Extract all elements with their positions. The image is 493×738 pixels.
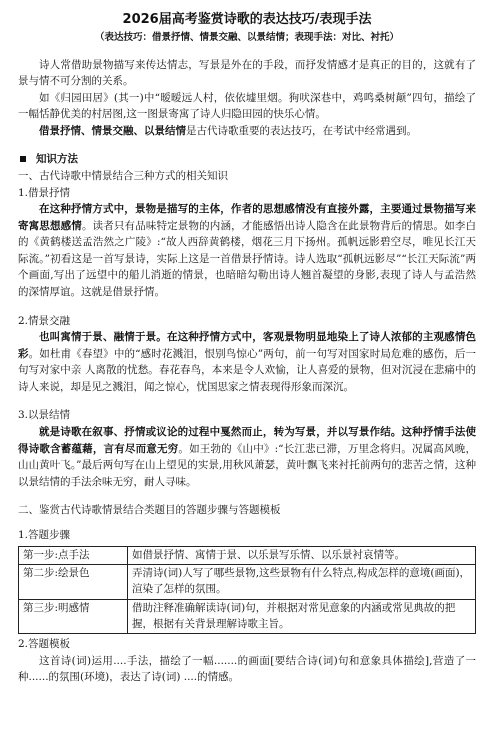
table-row <box>19 599 476 634</box>
section-3-title: 3.以景结情 <box>18 409 71 422</box>
section-2-bold: 也叫寓情于景、融情于景。在这种抒情方式中，客观景物明显地染上了诗人浓郁的主观感情色彩 <box>18 331 476 360</box>
step-desc-cell: 弄清诗(词)人写了哪些景物,这些景物有什么特点,构成怎样的意境(画面)，渲染了怎样的氛围。 <box>128 565 476 600</box>
section-1-body <box>18 201 476 300</box>
section-2-title: 2.情景交融 <box>18 314 71 327</box>
section-2-body <box>18 329 476 395</box>
section-3-body <box>18 424 476 490</box>
template-title: 2.答题模板 <box>18 638 71 651</box>
section-1-title: 1.借景抒情 <box>18 186 71 199</box>
table-row <box>19 546 476 565</box>
section-1-rest: 。读者只有品味特定景物的内涵，才能感悟出诗人隐含在此景物背后的情思。如李白的《黄鹤楼送孟浩然之广陵》:“故人西辞黄鹤楼，烟花三月下扬州。孤帆远影碧空尽，唯见长江天际流。”初看这是一首写景诗，实际上这是一首借景抒情诗。诗人选取“孤帆远影尽”“长江天际流”两个画面,写出了远望中的船儿消逝的情景，也暗暗勾勒出诗人翘首凝望的身影,表现了诗人与孟浩然的深情厚谊。这就是借景抒情。 <box>18 219 477 299</box>
page-subtitle: （表达技巧：借景抒情、情景交融、以景结情；表现手法：对比、衬托） <box>94 31 399 43</box>
step-desc-cell: 如借景抒情、寓情于景、以乐景写乐情、以乐景衬哀情等。 <box>128 546 476 565</box>
document-page <box>18 10 476 686</box>
template-text: 这首诗(词)运用....手法，描绘了一幅.......的画面[要结合诗(词)句和意象具体描绘],营造了一种......的氛围(环境)，表达了诗(词) ....的情感。 <box>18 654 476 684</box>
steps-table <box>18 546 476 635</box>
part-one-title: 一、古代诗歌中情景结合三种方式的相关知识 <box>18 169 228 182</box>
steps-title: 1.答题步骤 <box>18 528 71 541</box>
part-two-title: 二、鉴赏古代诗歌情景结合类题目的答题步骤与答题模板 <box>18 504 281 517</box>
intro-paragraph-2: 如《归园田居》(其一)中“暧暧远人村，依依墟里烟。狗吠深巷中，鸡鸣桑树颠”四句，描绘了一幅恬静优美的村居图,这一图景寄寓了诗人归隐田园的快乐心情。 <box>18 91 476 121</box>
step-cell: 第二步:绘景色 <box>19 565 128 600</box>
intro-paragraph-1: 诗人常借助景物描写来传达情志，写景是外在的手段，而抒发情感才是真正的目的，这就有了景与情不可分割的关系。 <box>18 58 476 88</box>
page-title: 2026届高考鉴赏诗歌的表达技巧/表现手法 <box>122 12 372 27</box>
step-desc-cell: 借助注释准确解读诗(词)句，并根据对常见意象的内涵或常见典故的把握，根据有关背景理解诗歌主旨。 <box>128 599 476 634</box>
table-row <box>19 565 476 600</box>
square-bullet-icon <box>20 156 26 162</box>
section-3-rest: 。如王勃的《山中》:“长江悲已滞，万里念将归。况属高风晚，山山黄叶飞。”最后两句写在山上望见的实景,用秋风萧瑟，黄叶飘飞来衬托前两句的悲苦之情，这种以景结情的手法余味无穷，耐人寻味。 <box>18 442 476 488</box>
knowledge-heading-text: 知识方法 <box>36 153 78 166</box>
intro-bold-terms: 借景抒情、情景交融、以景结情 <box>39 124 186 137</box>
section-1-bold: 在这种抒情方式中，景物是描写的主体，作者的思想感情没有直接外露，主要通过景物描写来寄寓思想感情 <box>18 203 476 232</box>
section-3-bold: 就是诗歌在叙事、抒情或议论的过程中戛然而止，转为写景，并以写景作结。这种抒情手法使得诗歌含蓄蕴藉，言有尽而意无穷 <box>18 426 476 455</box>
intro-paragraph-3 <box>18 123 476 140</box>
step-cell: 第三步:明感情 <box>19 599 128 634</box>
intro-paragraph-3-rest: 是古代诗歌重要的表达技巧，在考试中经常遇到。 <box>186 124 417 137</box>
knowledge-heading <box>18 151 476 168</box>
section-2-rest: 。如杜甫《春望》中的“感时花溅泪，恨别鸟惊心”两句，前一句写对国家时局危难的感伤，后一句写对家中亲 人离散的忧愁。春花春鸟，本来是令人欢愉，让人喜爱的景物，但对沉浸在悲痛中的诗人来说，却是见之溅泪，闻之惊心，忧国思家之情表现得形象而深沉。 <box>18 347 477 393</box>
step-cell: 第一步:点手法 <box>19 546 128 565</box>
